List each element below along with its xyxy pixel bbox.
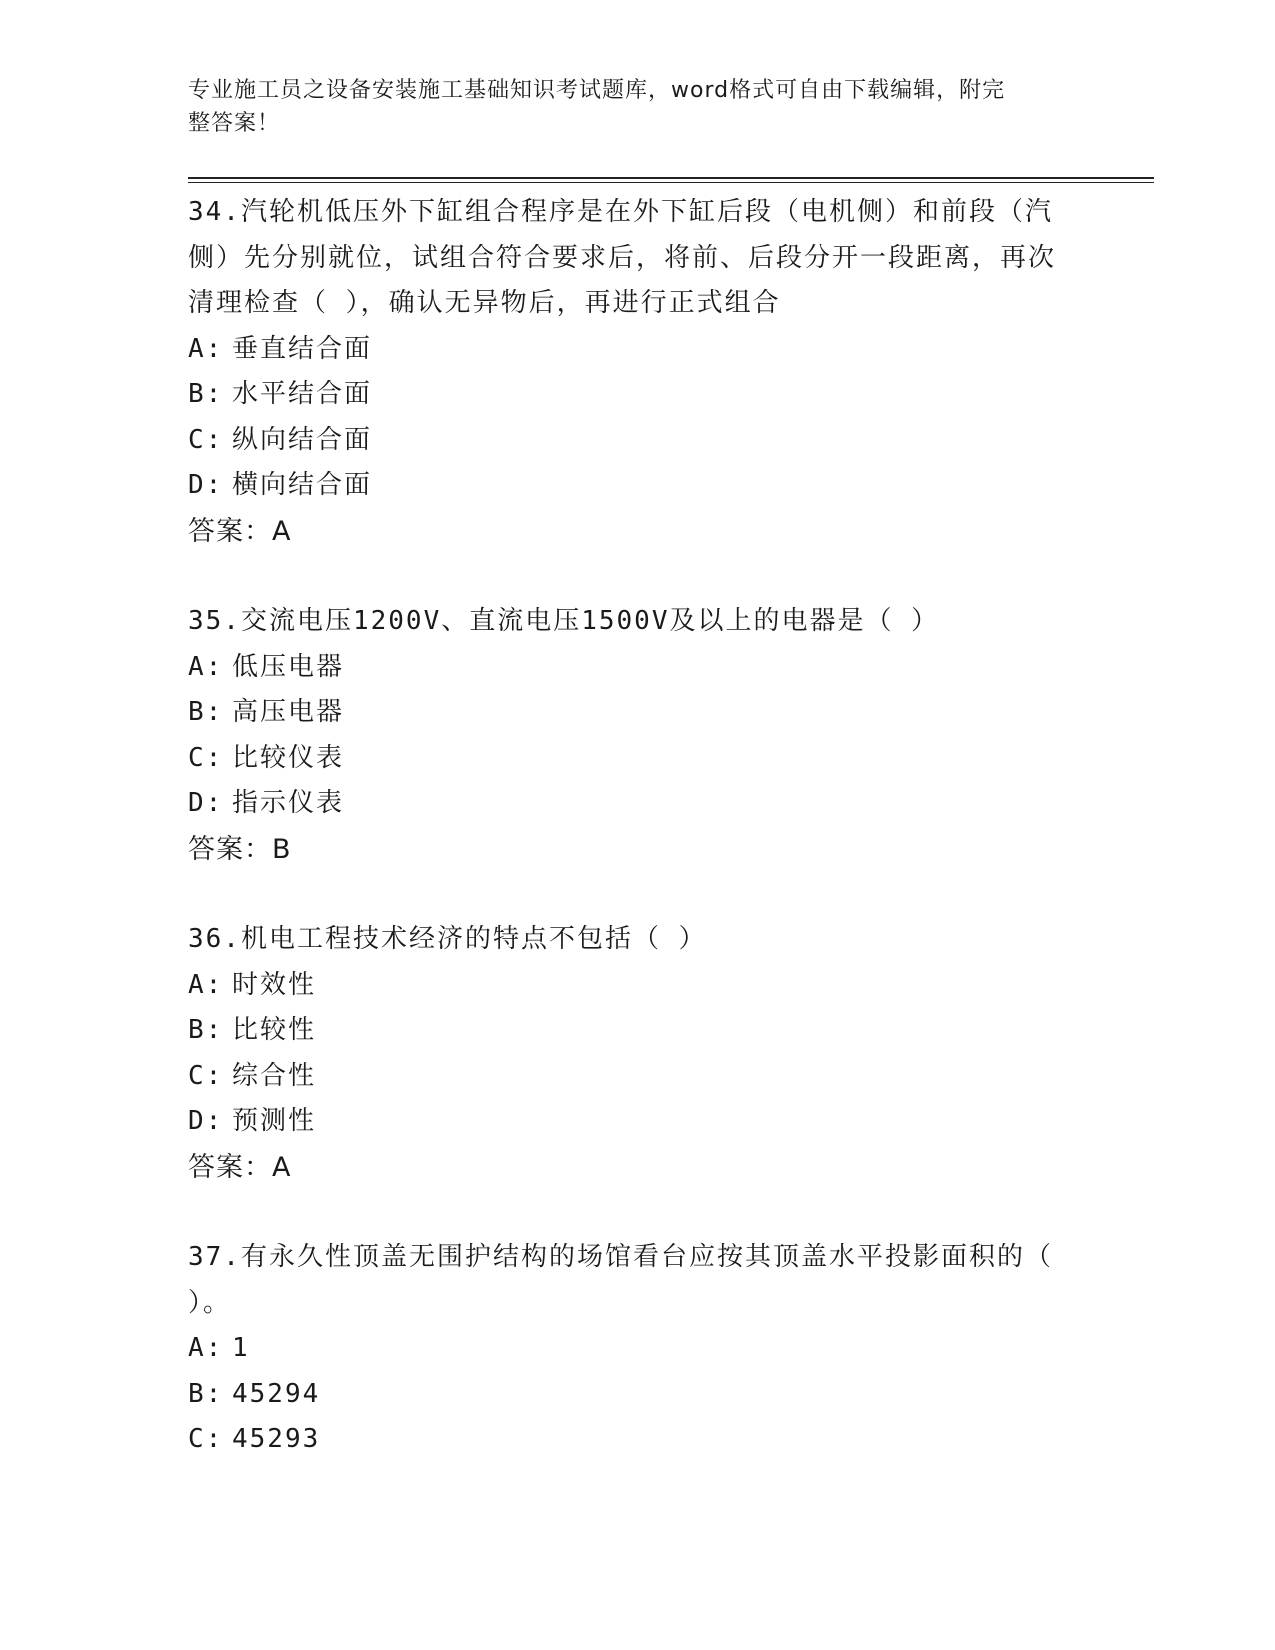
- question-stem: 34.汽轮机低压外下缸组合程序是在外下缸后段（电机侧）和前段（汽侧）先分别就位，试组合符合要求后，将前、后段分开一段距离，再次清理检查（ ），确认无异物后，再进行正式组合: [188, 197, 1057, 318]
- option-letter: B:: [188, 379, 224, 409]
- question-stem: 36.机电工程技术经济的特点不包括（ ）: [188, 924, 707, 954]
- option-letter: A:: [188, 651, 224, 682]
- header-divider-thick: [188, 177, 1154, 179]
- question-spacer: [188, 872, 1088, 917]
- option-text: 比较性: [232, 1015, 317, 1045]
- question-stem: 37.有永久性顶盖无围护结构的场馆看台应按其顶盖水平投影面积的（ ）。: [188, 1242, 1053, 1318]
- option-b: [188, 1008, 1088, 1054]
- option-text: 高压电器: [232, 697, 345, 727]
- option-text: 45294: [232, 1378, 321, 1409]
- option-b: [188, 1372, 1088, 1418]
- option-letter: C:: [188, 742, 224, 773]
- question-36: [188, 917, 1088, 1190]
- option-letter: A:: [188, 333, 224, 364]
- option-d: [188, 1099, 1088, 1145]
- option-text: 综合性: [232, 1060, 317, 1091]
- option-c: [188, 1054, 1088, 1100]
- option-text: 横向结合面: [232, 470, 373, 500]
- option-letter: C:: [188, 1060, 224, 1091]
- option-letter: A:: [188, 969, 224, 1000]
- option-text: 纵向结合面: [232, 424, 373, 455]
- header-divider-thin: [188, 182, 1154, 183]
- option-text: 比较仪表: [232, 742, 345, 773]
- answer-line: 答案：A: [188, 515, 292, 547]
- option-a: [188, 963, 1088, 1009]
- option-d: [188, 463, 1088, 509]
- option-text: 预测性: [232, 1106, 317, 1136]
- option-letter: B:: [188, 1015, 224, 1045]
- answer-line: 答案：B: [188, 833, 292, 865]
- option-letter: D:: [188, 470, 224, 500]
- option-text: 时效性: [232, 969, 317, 1000]
- document-header: [188, 74, 1068, 140]
- option-a: [188, 645, 1088, 691]
- question-37: [188, 1235, 1088, 1463]
- option-letter: B:: [188, 1378, 224, 1409]
- option-text: 低压电器: [232, 651, 345, 682]
- option-letter: C:: [188, 1424, 224, 1454]
- option-text: 45293: [232, 1424, 321, 1454]
- option-c: [188, 418, 1088, 464]
- question-list: [188, 190, 1088, 1463]
- option-letter: C:: [188, 424, 224, 455]
- option-b: [188, 372, 1088, 418]
- option-b: [188, 690, 1088, 736]
- option-letter: B:: [188, 697, 224, 727]
- option-a: [188, 1326, 1088, 1372]
- question-stem: 35.交流电压1200V、直流电压1500V及以上的电器是（ ）: [188, 606, 940, 636]
- option-text: 水平结合面: [232, 379, 373, 409]
- option-c: [188, 736, 1088, 782]
- question-spacer: [188, 1190, 1088, 1235]
- option-text: 1: [232, 1333, 250, 1363]
- question-spacer: [188, 554, 1088, 599]
- option-c: [188, 1417, 1088, 1463]
- header-line-2: 整答案！: [188, 111, 281, 136]
- option-letter: D:: [188, 788, 224, 818]
- header-line-1: 专业施工员之设备安装施工基础知识考试题库，word格式可自由下载编辑，附完: [188, 78, 1006, 103]
- option-text: 垂直结合面: [232, 333, 373, 364]
- question-35: [188, 599, 1088, 872]
- answer-line: 答案：A: [188, 1151, 292, 1183]
- option-d: [188, 781, 1088, 827]
- option-letter: A:: [188, 1333, 224, 1363]
- option-a: [188, 327, 1088, 373]
- option-letter: D:: [188, 1106, 224, 1136]
- question-34: [188, 190, 1088, 554]
- option-text: 指示仪表: [232, 788, 345, 818]
